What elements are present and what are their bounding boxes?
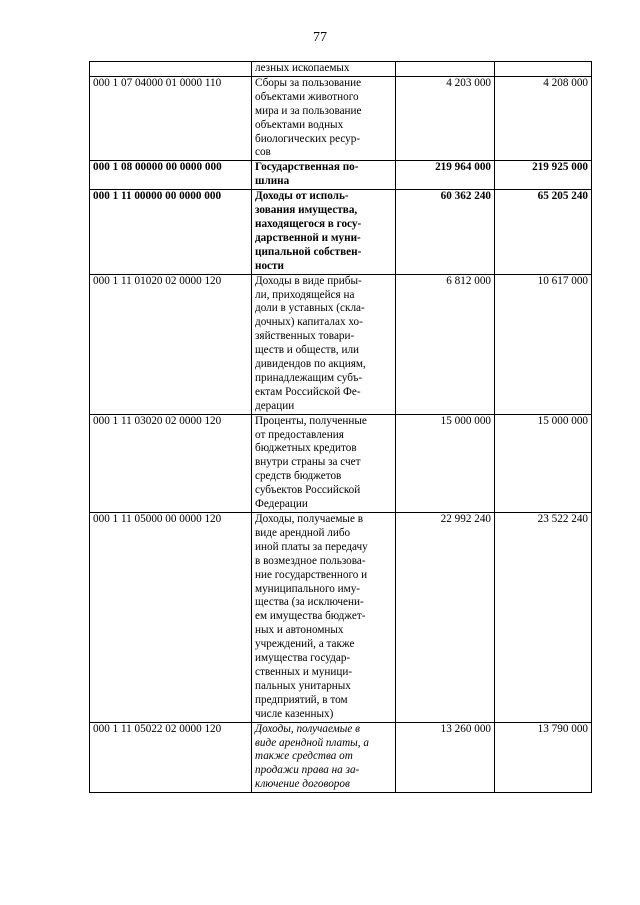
amount-cell-first-year: 6 812 000	[396, 274, 495, 414]
amount-cell-second-year: 23 522 240	[495, 513, 592, 723]
amount-cell-first-year: 22 992 240	[396, 513, 495, 723]
revenue-name-line: ципальной собствен-	[255, 245, 362, 258]
revenue-name-cell	[252, 62, 396, 77]
budget-code-cell: 000 1 11 00000 00 0000 000	[90, 190, 252, 274]
table-row	[90, 274, 592, 414]
revenue-name-line: имущества государ-	[255, 652, 351, 665]
revenue-name-cell	[252, 76, 396, 160]
revenue-name-cell	[252, 414, 396, 512]
amount-cell-second-year: 4 208 000	[495, 76, 592, 160]
revenue-name-line: объектами животного	[255, 90, 359, 103]
revenue-name-line: Доходы, получаемые в	[255, 513, 363, 525]
revenue-name-line: лезных ископаемых	[255, 62, 350, 74]
revenue-name-line: дочных) капиталах хо-	[255, 316, 363, 329]
table-row	[90, 513, 592, 723]
amount-cell-second-year	[495, 62, 592, 77]
revenue-name-line: внутри страны за счет	[255, 456, 361, 469]
revenue-name-line: мира и за пользование	[255, 104, 362, 117]
table-row	[90, 414, 592, 512]
budget-code-cell: 000 1 08 00000 00 0000 000	[90, 161, 252, 190]
budget-code-cell: 000 1 11 01020 02 0000 120	[90, 274, 252, 414]
amount-cell-second-year: 13 790 000	[495, 722, 592, 793]
revenue-name-line: дерации	[255, 399, 295, 412]
revenue-name-cell	[252, 274, 396, 414]
revenue-name-line: виде арендной платы, а	[255, 736, 369, 749]
revenue-name-line: ние государственного и	[255, 568, 368, 581]
revenue-name-line: ем имущества бюджет-	[255, 610, 366, 623]
amount-cell-first-year	[396, 62, 495, 77]
revenue-name-line: объектами водных	[255, 118, 344, 131]
revenue-name-line: Сборы за пользование	[255, 76, 362, 89]
revenue-name-cell	[252, 513, 396, 723]
budget-code-cell: 000 1 11 05022 02 0000 120	[90, 722, 252, 793]
revenue-name-line: ных и автономных	[255, 624, 344, 637]
table-row	[90, 190, 592, 274]
revenue-name-cell	[252, 161, 396, 190]
revenue-table	[89, 61, 592, 793]
table-row	[90, 62, 592, 77]
amount-cell-second-year: 65 205 240	[495, 190, 592, 274]
budget-code-cell: 000 1 07 04000 01 0000 110	[90, 76, 252, 160]
revenue-name-line: пальных унитарных	[255, 679, 351, 692]
revenue-name-line: в возмездное пользова-	[255, 554, 366, 567]
amount-cell-second-year: 10 617 000	[495, 274, 592, 414]
revenue-name-line: бюджетных кредитов	[255, 442, 357, 455]
revenue-name-line: находящегося в госу-	[255, 217, 362, 230]
amount-cell-first-year: 219 964 000	[396, 161, 495, 190]
revenue-name-line: дивидендов по акциям,	[255, 358, 366, 371]
revenue-name-line: субъектов Российской	[255, 484, 361, 497]
revenue-name-line: Государственная по-	[255, 161, 359, 174]
revenue-name-line: шлина	[255, 175, 290, 188]
revenue-name-line: ственных и муници-	[255, 665, 353, 678]
revenue-name-line: ключение договоров	[255, 778, 350, 791]
table-row	[90, 722, 592, 793]
budget-code-cell	[90, 62, 252, 77]
revenue-name-line: принадлежащим субъ-	[255, 371, 363, 384]
revenue-name-line: Доходы, получаемые в	[255, 722, 361, 735]
revenue-name-line: дарственной и муни-	[255, 231, 361, 244]
revenue-name-line: числе казенных)	[255, 707, 334, 720]
revenue-name-line: также средства от	[255, 750, 353, 763]
amount-cell-first-year: 4 203 000	[396, 76, 495, 160]
revenue-name-line: Доходы от исполь-	[255, 190, 349, 203]
revenue-name-line: продажи права на за-	[255, 764, 360, 777]
revenue-name-line: Федерации	[255, 498, 308, 511]
revenue-name-line: зяйственных товари-	[255, 330, 355, 343]
revenue-name-line: Доходы в виде прибы-	[255, 274, 362, 287]
budget-code-cell: 000 1 11 03020 02 0000 120	[90, 414, 252, 512]
revenue-name-line: от предоставления	[255, 428, 344, 441]
revenue-name-line: сов	[255, 146, 271, 159]
revenue-name-cell	[252, 190, 396, 274]
revenue-name-line: иной платы за передачу	[255, 540, 368, 553]
revenue-name-line: ли, приходящейся на	[255, 288, 355, 301]
revenue-name-line: муниципального иму-	[255, 582, 361, 595]
table-row	[90, 76, 592, 160]
revenue-name-line: виде арендной либо	[255, 526, 351, 539]
amount-cell-first-year: 15 000 000	[396, 414, 495, 512]
revenue-name-line: доли в уставных (скла-	[255, 302, 365, 315]
revenue-name-cell	[252, 722, 396, 793]
revenue-name-line: ности	[255, 259, 284, 272]
revenue-name-line: ектам Российской Фе-	[255, 385, 361, 398]
amount-cell-second-year: 15 000 000	[495, 414, 592, 512]
revenue-name-line: предприятий, в том	[255, 693, 348, 706]
revenue-name-line: зования имущества,	[255, 204, 358, 217]
amount-cell-first-year: 60 362 240	[396, 190, 495, 274]
budget-code-cell: 000 1 11 05000 00 0000 120	[90, 513, 252, 723]
page-number: 77	[313, 30, 327, 45]
revenue-name-line: средств бюджетов	[255, 470, 342, 483]
table-row	[90, 161, 592, 190]
revenue-name-line: Проценты, полученные	[255, 414, 367, 427]
revenue-name-line: учреждений, а также	[255, 638, 355, 651]
revenue-name-line: щества (за исключени-	[255, 596, 364, 609]
revenue-name-line: биологических ресур-	[255, 132, 361, 145]
amount-cell-second-year: 219 925 000	[495, 161, 592, 190]
amount-cell-first-year: 13 260 000	[396, 722, 495, 793]
revenue-name-line: ществ и обществ, или	[255, 344, 360, 357]
